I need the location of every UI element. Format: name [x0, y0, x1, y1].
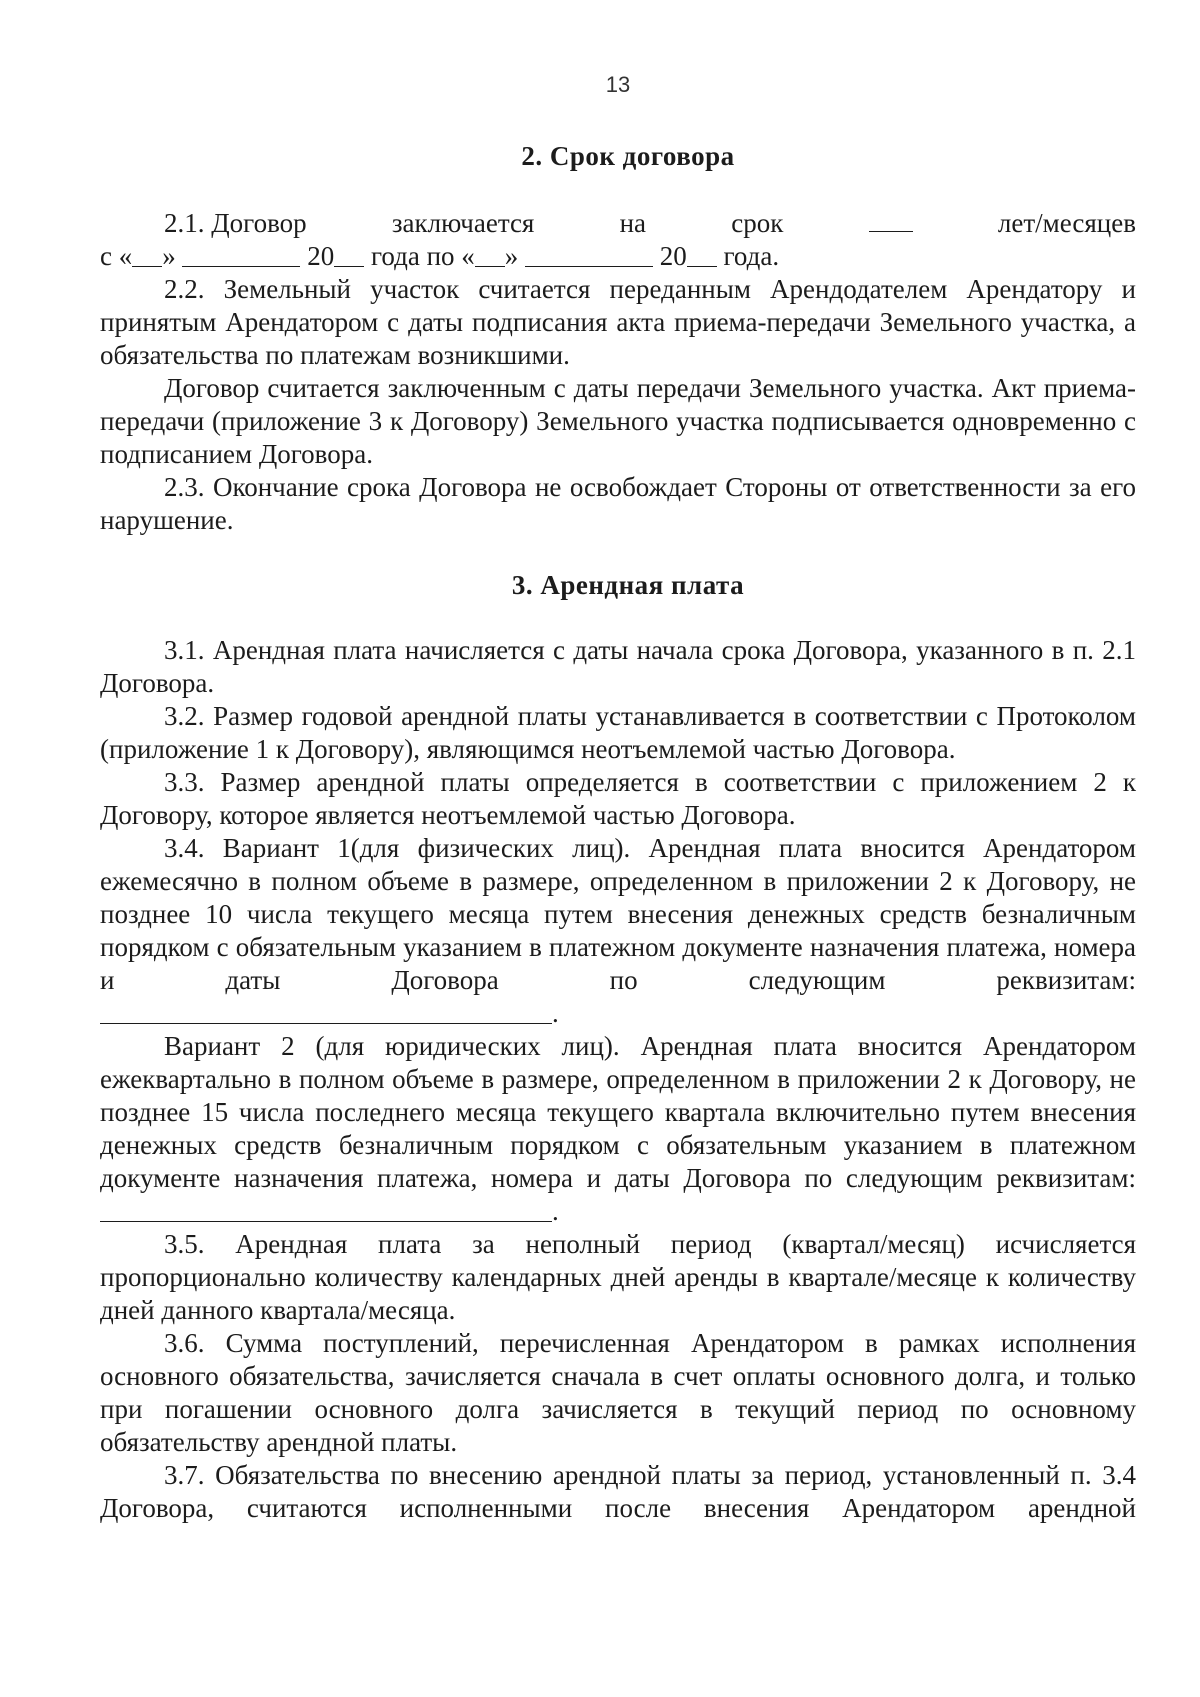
requisites-line-2: .: [100, 1195, 1136, 1228]
requisites-line-1: .: [100, 997, 1136, 1030]
year-prefix: 20: [659, 241, 687, 271]
clause-2-3: 2.3. Окончание срока Договора не освобождает Стороны от ответственности за его нарушение.: [100, 472, 1136, 535]
clause-2-1-number-word: 2.1. Договор: [164, 208, 307, 238]
clause-3-4-variant-2: Вариант 2 (для юридических лиц). Арендная плата вносится Арендатором ежеквартально в полном объеме в размере, определенном в приложении 2 к Договору, не позднее 15 числа последнего месяца текущего квартала включительно путем внесения денежных средств безналичным порядком с обязательным указанием в платежном документе назначения платежа, номера и даты Договора по следующим реквизитам:: [100, 1031, 1136, 1193]
document-body: [100, 140, 1136, 1525]
page-number: 13: [605, 72, 631, 97]
day-blank: [132, 240, 162, 267]
clause-3-7: 3.7. Обязательства по внесению арендной платы за период, установленный п. 3.4 Договора, считаются исполненными после внесения Арендатором арендной: [100, 1460, 1136, 1523]
clause-3-2: 3.2. Размер годовой арендной платы устанавливается в соответствии с Протоколом (приложение 1 к Договору), являющимся неотъемлемой частью Договора.: [100, 701, 1136, 764]
year-blank: [334, 240, 364, 267]
clause-2-1-word: срок: [731, 208, 784, 238]
section-3-heading: 3. Арендная плата: [511, 570, 745, 600]
clause-2-2: 2.2. Земельный участок считается переданным Арендодателем Арендатору и принятым Арендатором с даты подписания акта приема-передачи Земельного участка, а обязательства по платежам возникшими.: [100, 274, 1136, 370]
clause-3-1: 3.1. Арендная плата начисляется с даты начала срока Договора, указанного в п. 2.1 Договора.: [100, 635, 1136, 698]
clause-3-6: 3.6. Сумма поступлений, перечисленная Арендатором в рамках исполнения основного обязательства, зачисляется сначала в счет оплаты основного долга, и только при погашении основного долга зачисляется в текущий период по основному обязательству арендной платы.: [100, 1328, 1136, 1457]
month-blank: [182, 240, 300, 267]
clause-2-2-continued: Договор считается заключенным с даты передачи Земельного участка. Акт приема-передачи (приложение 3 к Договору) Земельного участка подписывается одновременно с подписанием Договора.: [100, 373, 1136, 469]
day-blank: [475, 240, 505, 267]
clause-3-5: 3.5. Арендная плата за неполный период (квартал/месяц) исчисляется пропорционально количеству календарных дней аренды в квартале/месяце к количеству дней данного квартала/месяца.: [100, 1229, 1136, 1325]
year-blank: [687, 240, 717, 267]
year-prefix: 20: [307, 241, 335, 271]
clause-2-1-line-2: [100, 240, 1136, 273]
requisites-blank: [100, 1195, 552, 1222]
date-end-text: года.: [723, 241, 780, 271]
date-to-text: года по «: [370, 241, 475, 271]
clause-2-1-word: заключается: [391, 208, 535, 238]
clause-3-4: 3.4. Вариант 1(для физических лиц). Арендная плата вносится Арендатором ежемесячно в полном объеме в размере, определенном в приложении 2 к Договору, не позднее 10 числа текущего месяца путем внесения денежных средств безналичным порядком с обязательным указанием в платежном документе назначения платежа, номера и даты Договора по следующим реквизитам:: [100, 833, 1136, 995]
clause-3-3: 3.3. Размер арендной платы определяется в соответствии с приложением 2 к Договору, которое является неотъемлемой частью Договора.: [100, 767, 1136, 830]
date-from-close-quote: »: [162, 241, 176, 271]
clause-2-1-line-1: [100, 205, 1136, 240]
term-unit: лет/месяцев: [997, 208, 1136, 238]
term-blank: [869, 205, 913, 232]
section-2-heading: 2. Срок договора: [521, 141, 735, 171]
date-to-close-quote: »: [504, 241, 519, 271]
requisites-blank: [100, 997, 552, 1024]
clause-2-1-word: на: [619, 208, 647, 238]
date-from-open-quote: с «: [100, 241, 133, 271]
month-blank: [525, 240, 653, 267]
